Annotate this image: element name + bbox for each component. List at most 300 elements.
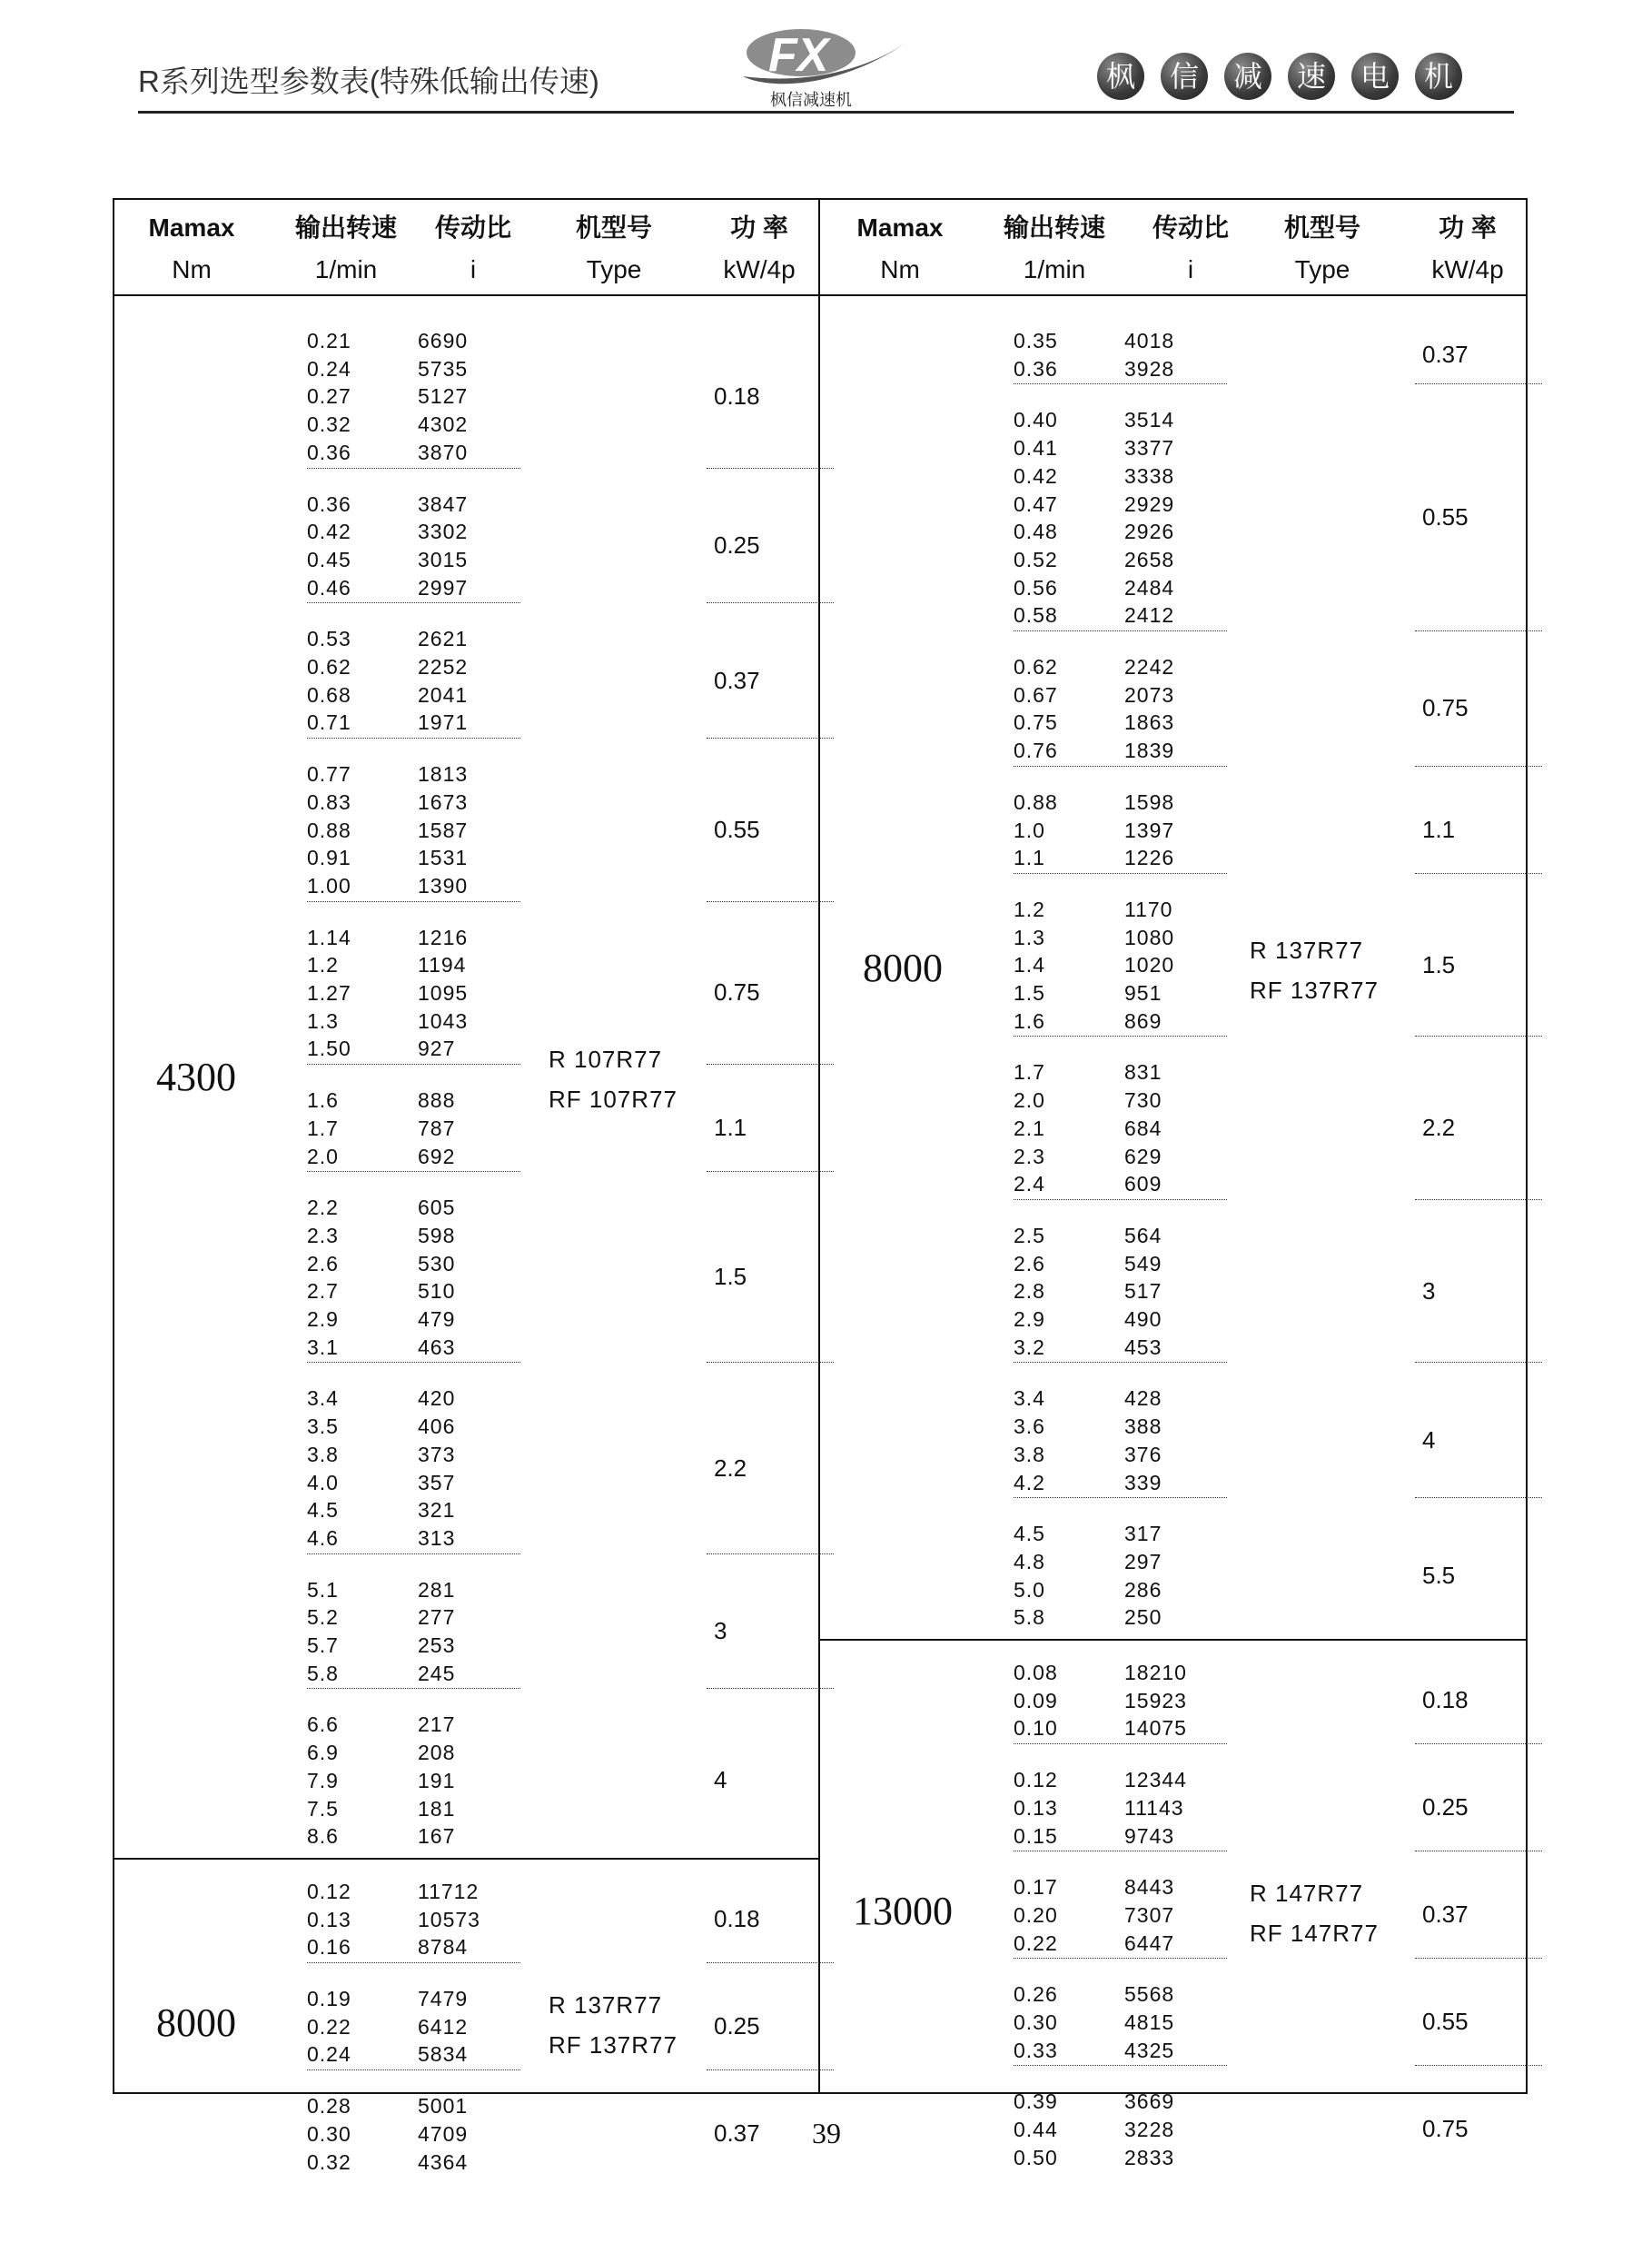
- ratio: 692: [418, 1144, 456, 1168]
- ratio: 388: [1124, 1414, 1162, 1439]
- output-speed: 5.8: [307, 1661, 339, 1685]
- output-speed: 0.53: [307, 627, 351, 651]
- row-separator: [1014, 1743, 1227, 1744]
- ratio: 191: [418, 1768, 456, 1792]
- table-row: [1014, 979, 1213, 1007]
- table-row: [1014, 1058, 1213, 1086]
- table-row: [1014, 1170, 1213, 1197]
- power-separator: [1415, 2065, 1542, 2066]
- power-separator: [1415, 630, 1542, 631]
- table-row: [1014, 1385, 1213, 1412]
- ratio: 208: [418, 1741, 456, 1765]
- table-row: [307, 2149, 507, 2176]
- output-speed: 2.0: [307, 1144, 339, 1168]
- ratio: 2997: [418, 575, 469, 600]
- ratio: 2658: [1124, 547, 1175, 571]
- model-type: R 137R77: [1250, 937, 1364, 964]
- output-speed: 0.47: [1014, 491, 1058, 516]
- column-header-power-left: [696, 207, 823, 291]
- table-row: [1014, 1548, 1213, 1575]
- ratio: 376: [1124, 1442, 1162, 1466]
- ratio: 10573: [418, 1907, 480, 1931]
- ratio: 1531: [418, 846, 469, 870]
- power-separator: [707, 1553, 834, 1554]
- row-separator: [1014, 383, 1227, 384]
- column-header-mamax-left: [114, 207, 269, 291]
- table-row: [307, 1334, 507, 1361]
- column-header-en: i: [470, 255, 477, 283]
- power-value: 1.5: [1422, 950, 1456, 978]
- page-number: 39: [812, 2117, 841, 2149]
- ratio: 3928: [1124, 356, 1175, 381]
- ratio: 2242: [1124, 655, 1175, 679]
- ratio: 245: [418, 1661, 456, 1685]
- output-speed: 0.24: [307, 356, 351, 381]
- table-row: [307, 1115, 507, 1142]
- table-row: [307, 1822, 507, 1850]
- ratio: 11712: [418, 1879, 480, 1903]
- table-row: [307, 1603, 507, 1631]
- table-row: [307, 844, 507, 871]
- output-speed: 0.13: [307, 1907, 351, 1931]
- table-row: [1014, 1250, 1213, 1277]
- ratio: 927: [418, 1037, 456, 1061]
- table-row: [307, 1441, 507, 1468]
- column-header-power-right: [1404, 207, 1531, 291]
- table-row: [307, 546, 507, 573]
- ratio: 869: [1124, 1008, 1162, 1033]
- power-value: 0.75: [1422, 694, 1469, 722]
- output-speed: 3.2: [1014, 1335, 1045, 1359]
- ratio: 629: [1124, 1144, 1162, 1168]
- ratio: 5568: [1124, 1982, 1175, 2007]
- table-row: [307, 1576, 507, 1603]
- power-value: 0.18: [714, 382, 760, 410]
- output-speed: 2.3: [1014, 1144, 1045, 1168]
- column-header-mamax-right: [823, 207, 977, 291]
- table-row: [307, 1222, 507, 1249]
- ratio: 253: [418, 1633, 456, 1657]
- column-header-en: i: [1187, 255, 1194, 283]
- ratio: 888: [418, 1088, 456, 1113]
- table-row: [307, 1524, 507, 1552]
- output-speed: 2.5: [1014, 1223, 1045, 1247]
- ratio: 463: [418, 1335, 456, 1359]
- output-speed: 1.6: [307, 1088, 339, 1113]
- column-header-cn: 输出转速: [294, 213, 397, 242]
- output-speed: 0.32: [307, 412, 351, 437]
- ratio: 3847: [418, 491, 469, 516]
- power-value: 3: [1422, 1276, 1436, 1305]
- brand-char: 速: [1288, 53, 1335, 100]
- output-speed: 0.33: [1014, 2038, 1058, 2062]
- table-row: [1014, 653, 1213, 680]
- table-row: [307, 2040, 507, 2068]
- table-row: [307, 1795, 507, 1822]
- section-divider: [820, 1639, 1526, 1641]
- row-separator: [307, 602, 520, 603]
- column-header-cn: 功 率: [1439, 213, 1497, 242]
- ratio: 2484: [1124, 575, 1175, 600]
- output-speed: 0.44: [1014, 2118, 1058, 2142]
- ratio: 11143: [1124, 1795, 1184, 1820]
- ratio: 2929: [1124, 491, 1175, 516]
- table-row: [307, 817, 507, 844]
- row-separator: [307, 738, 520, 739]
- output-speed: 0.16: [307, 1935, 351, 1960]
- column-header-speed-left: [278, 207, 414, 291]
- output-speed: 0.17: [1014, 1875, 1058, 1900]
- table-row: [1014, 1714, 1213, 1742]
- column-header-cn: 功 率: [730, 213, 788, 242]
- output-speed: 0.08: [1014, 1661, 1058, 1684]
- power-value: 0.18: [714, 1904, 760, 1932]
- ratio: 6447: [1124, 1930, 1175, 1955]
- ratio: 5127: [418, 384, 469, 409]
- output-speed: 3.1: [307, 1335, 339, 1359]
- output-speed: 2.9: [1014, 1307, 1045, 1331]
- ratio: 510: [418, 1279, 456, 1304]
- output-speed: 2.6: [1014, 1251, 1045, 1275]
- column-header-cn: 输出转速: [1003, 213, 1105, 242]
- power-separator: [707, 2069, 834, 2070]
- table-row: [307, 1143, 507, 1170]
- output-speed: 1.3: [1014, 925, 1045, 949]
- ratio: 2621: [418, 627, 469, 651]
- output-speed: 0.52: [1014, 547, 1058, 571]
- output-speed: 1.3: [307, 1008, 339, 1033]
- table-row: [307, 1739, 507, 1766]
- ratio: 3514: [1124, 408, 1175, 432]
- type-value: [1250, 930, 1379, 1010]
- output-speed: 1.00: [307, 873, 351, 898]
- table-row: [1014, 709, 1213, 736]
- header-rule: [138, 111, 1514, 114]
- table-row: [1014, 601, 1213, 629]
- table-row: [307, 681, 507, 709]
- column-header-en: 1/min: [1023, 255, 1086, 283]
- ratio: 4709: [418, 2121, 469, 2146]
- power-separator: [1415, 1036, 1542, 1037]
- power-value: 3: [714, 1617, 727, 1644]
- output-speed: 1.27: [307, 981, 351, 1005]
- brand-char: 机: [1415, 53, 1462, 100]
- logo-subtitle: 枫信减速机: [770, 91, 852, 109]
- row-separator: [307, 1962, 520, 1963]
- power-separator: [1415, 766, 1542, 767]
- table-row: [307, 789, 507, 816]
- table-row: [307, 491, 507, 518]
- ratio: 1673: [418, 789, 469, 814]
- output-speed: 1.14: [307, 925, 351, 949]
- ratio: 5834: [418, 2042, 469, 2067]
- output-speed: 1.0: [1014, 818, 1045, 842]
- power-separator: [1415, 873, 1542, 874]
- output-speed: 0.28: [307, 2094, 351, 2119]
- table-row: [1014, 327, 1213, 354]
- brand-char: 枫: [1097, 53, 1144, 100]
- column-header-en: 1/min: [314, 255, 378, 283]
- table-row: [1014, 2009, 1213, 2036]
- ratio: 15923: [1124, 1688, 1187, 1712]
- power-value: 4: [1422, 1425, 1436, 1454]
- output-speed: 2.7: [307, 1279, 339, 1304]
- output-speed: 5.0: [1014, 1577, 1045, 1602]
- output-speed: 1.4: [1014, 953, 1045, 978]
- row-separator: [307, 1688, 520, 1689]
- power-separator: [707, 1688, 834, 1689]
- table-row: [307, 1985, 507, 2012]
- column-header-type-left: [532, 207, 696, 291]
- table-row: [307, 1194, 507, 1221]
- power-value: 0.75: [714, 978, 760, 1007]
- output-speed: 0.15: [1014, 1823, 1058, 1848]
- table-row: [1014, 1441, 1213, 1468]
- ratio: 1095: [418, 981, 469, 1005]
- output-speed: 0.24: [307, 2042, 351, 2067]
- output-speed: 1.50: [307, 1037, 351, 1061]
- column-header-cn: Mamax: [148, 213, 235, 242]
- ratio: 1839: [1124, 739, 1175, 763]
- output-speed: 0.42: [1014, 463, 1058, 488]
- power-separator: [1415, 1199, 1542, 1200]
- table-row: [307, 1385, 507, 1412]
- ratio: 2041: [418, 682, 469, 707]
- table-row: [307, 760, 507, 788]
- ratio: 4325: [1124, 2038, 1175, 2062]
- output-speed: 6.9: [307, 1741, 339, 1765]
- table-row: [1014, 737, 1213, 764]
- type-value: [1250, 1873, 1379, 1953]
- output-speed: 0.56: [1014, 575, 1058, 600]
- output-speed: 0.26: [1014, 1982, 1058, 2007]
- ratio: 4815: [1124, 2010, 1175, 2034]
- table-row: [1014, 1603, 1213, 1631]
- ratio: 281: [418, 1577, 456, 1602]
- output-speed: 5.8: [1014, 1605, 1045, 1630]
- table-row: [307, 1711, 507, 1738]
- ratio: 406: [418, 1414, 456, 1439]
- column-header-cn: 传动比: [1152, 213, 1229, 242]
- output-speed: 1.2: [1014, 897, 1045, 921]
- ratio: 373: [418, 1442, 456, 1466]
- table-row: [1014, 462, 1213, 490]
- table-row: [307, 1305, 507, 1333]
- table-row: [307, 355, 507, 382]
- model-type: R 107R77: [549, 1046, 663, 1074]
- output-speed: 0.46: [307, 575, 351, 600]
- ratio: 18210: [1124, 1661, 1187, 1684]
- table-row: [307, 1277, 507, 1305]
- table-row: [1014, 2144, 1213, 2171]
- ratio: 286: [1124, 1577, 1162, 1602]
- type-value: [549, 1039, 678, 1119]
- output-speed: 0.71: [307, 710, 351, 735]
- output-speed: 3.4: [307, 1386, 339, 1411]
- power-value: 0.37: [714, 2119, 760, 2148]
- model-type: RF 147R77: [1250, 1920, 1379, 1948]
- ratio: 321: [418, 1498, 456, 1523]
- table-row: [1014, 1143, 1213, 1170]
- output-speed: 0.67: [1014, 682, 1058, 707]
- brand-char: 信: [1161, 53, 1208, 100]
- output-speed: 0.39: [1014, 2089, 1058, 2114]
- power-separator: [707, 602, 834, 603]
- ratio: 1194: [418, 953, 467, 978]
- power-value: 0.18: [1422, 1686, 1469, 1714]
- ratio: 1020: [1124, 953, 1175, 978]
- column-header-en: kW/4p: [723, 255, 796, 283]
- table-row: [1014, 1334, 1213, 1361]
- table-row: [1014, 1115, 1213, 1142]
- ratio: 4018: [1124, 329, 1175, 352]
- output-speed: 0.30: [307, 2121, 351, 2146]
- ratio: 2073: [1124, 682, 1175, 707]
- output-speed: 0.50: [1014, 2145, 1058, 2169]
- power-value: 5.5: [1422, 1561, 1456, 1589]
- ratio: 8443: [1124, 1875, 1175, 1900]
- output-speed: 0.58: [1014, 603, 1058, 628]
- ratio: 3377: [1124, 436, 1175, 461]
- brand-char: 减: [1224, 53, 1271, 100]
- table-center-divider: [818, 200, 820, 2092]
- table-row: [1014, 1576, 1213, 1603]
- power-separator: [707, 738, 834, 739]
- column-header-en: Nm: [172, 255, 212, 283]
- output-speed: 0.13: [1014, 1795, 1058, 1820]
- power-value: 1.1: [1422, 815, 1456, 843]
- table-row: [1014, 1469, 1213, 1496]
- ratio: 5735: [418, 356, 469, 381]
- column-header-en: Type: [586, 255, 642, 283]
- ratio: 1598: [1124, 789, 1175, 814]
- table-row: [1014, 518, 1213, 545]
- output-speed: 0.88: [1014, 789, 1058, 814]
- output-speed: 0.35: [1014, 329, 1058, 352]
- table-row: [1014, 1087, 1213, 1114]
- table-row: [1014, 434, 1213, 462]
- ratio: 7479: [418, 1987, 469, 2010]
- output-speed: 0.48: [1014, 520, 1058, 544]
- ratio: 564: [1124, 1223, 1162, 1247]
- power-value: 2.2: [1422, 1114, 1456, 1142]
- ratio: 14075: [1124, 1716, 1187, 1741]
- power-separator: [707, 1962, 834, 1963]
- table-row: [1014, 1980, 1213, 2008]
- row-separator: [1014, 2065, 1227, 2066]
- table-row: [1014, 1222, 1213, 1249]
- ratio: 1397: [1124, 818, 1175, 842]
- table-row: [307, 625, 507, 652]
- table-row: [307, 1660, 507, 1687]
- ratio: 4364: [418, 2149, 469, 2174]
- output-speed: 3.8: [307, 1442, 339, 1466]
- power-separator: [1415, 1743, 1542, 1744]
- column-header-cn: 传动比: [434, 213, 511, 242]
- row-separator: [1014, 766, 1227, 767]
- output-speed: 4.8: [1014, 1549, 1045, 1573]
- table-row: [307, 1933, 507, 1960]
- table-row: [1014, 896, 1213, 923]
- table-row: [307, 2120, 507, 2148]
- output-speed: 4.5: [307, 1498, 339, 1523]
- ratio: 3228: [1124, 2118, 1175, 2142]
- table-row: [307, 2013, 507, 2040]
- table-row: [1014, 1794, 1213, 1821]
- row-separator: [1014, 1199, 1227, 1200]
- output-speed: 0.88: [307, 818, 351, 842]
- ratio: 1863: [1124, 710, 1175, 735]
- ratio: 517: [1124, 1279, 1162, 1304]
- output-speed: 2.4: [1014, 1172, 1045, 1196]
- table-row: [1014, 1822, 1213, 1850]
- table-row: [1014, 1873, 1213, 1901]
- table-row: [307, 1035, 507, 1062]
- table-row: [1014, 681, 1213, 709]
- output-speed: 0.77: [307, 762, 351, 787]
- table-row: [1014, 1520, 1213, 1547]
- output-speed: 5.1: [307, 1577, 339, 1602]
- output-speed: 0.45: [307, 547, 351, 571]
- output-speed: 7.9: [307, 1768, 339, 1792]
- power-value: 0.55: [1422, 503, 1469, 531]
- ratio: 3669: [1124, 2089, 1175, 2114]
- table-row: [307, 1767, 507, 1794]
- table-row: [307, 872, 507, 899]
- output-speed: 0.12: [307, 1879, 351, 1903]
- row-separator: [1014, 1958, 1227, 1959]
- output-speed: 0.12: [1014, 1768, 1058, 1792]
- brand-char: 电: [1351, 53, 1399, 100]
- table-row: [1014, 1305, 1213, 1333]
- ratio: 317: [1124, 1522, 1162, 1546]
- ratio: 6412: [418, 2014, 469, 2039]
- ratio: 277: [418, 1605, 456, 1630]
- output-speed: 1.2: [307, 953, 339, 978]
- ratio: 167: [418, 1824, 456, 1849]
- header-divider: [114, 294, 1526, 296]
- power-separator: [707, 1362, 834, 1363]
- table-row: [1014, 2037, 1213, 2064]
- ratio: 6690: [418, 329, 469, 352]
- output-speed: 1.5: [1014, 981, 1045, 1005]
- output-speed: 6.6: [307, 1712, 339, 1737]
- power-value: 0.37: [714, 666, 760, 694]
- power-value: 0.37: [1422, 340, 1469, 368]
- table-row: [1014, 924, 1213, 951]
- column-header-type-right: [1241, 207, 1404, 291]
- ratio: 453: [1124, 1335, 1162, 1359]
- output-speed: 0.09: [1014, 1688, 1058, 1712]
- model-type: R 147R77: [1250, 1880, 1364, 1908]
- output-speed: 0.22: [1014, 1930, 1058, 1955]
- table-row: [307, 1496, 507, 1523]
- power-value: 0.55: [1422, 2008, 1469, 2036]
- table-row: [307, 327, 507, 354]
- torque-value: 4300: [156, 1055, 236, 1100]
- table-row: [307, 1087, 507, 1114]
- table-row: [307, 1413, 507, 1440]
- table-row: [307, 518, 507, 545]
- table-row: [1014, 2116, 1213, 2143]
- output-speed: 0.62: [307, 655, 351, 679]
- table-row: [1014, 1930, 1213, 1957]
- power-separator: [1415, 383, 1542, 384]
- row-separator: [1014, 1036, 1227, 1037]
- table-row: [1014, 355, 1213, 382]
- ratio: 549: [1124, 1251, 1162, 1275]
- power-separator: [707, 1064, 834, 1065]
